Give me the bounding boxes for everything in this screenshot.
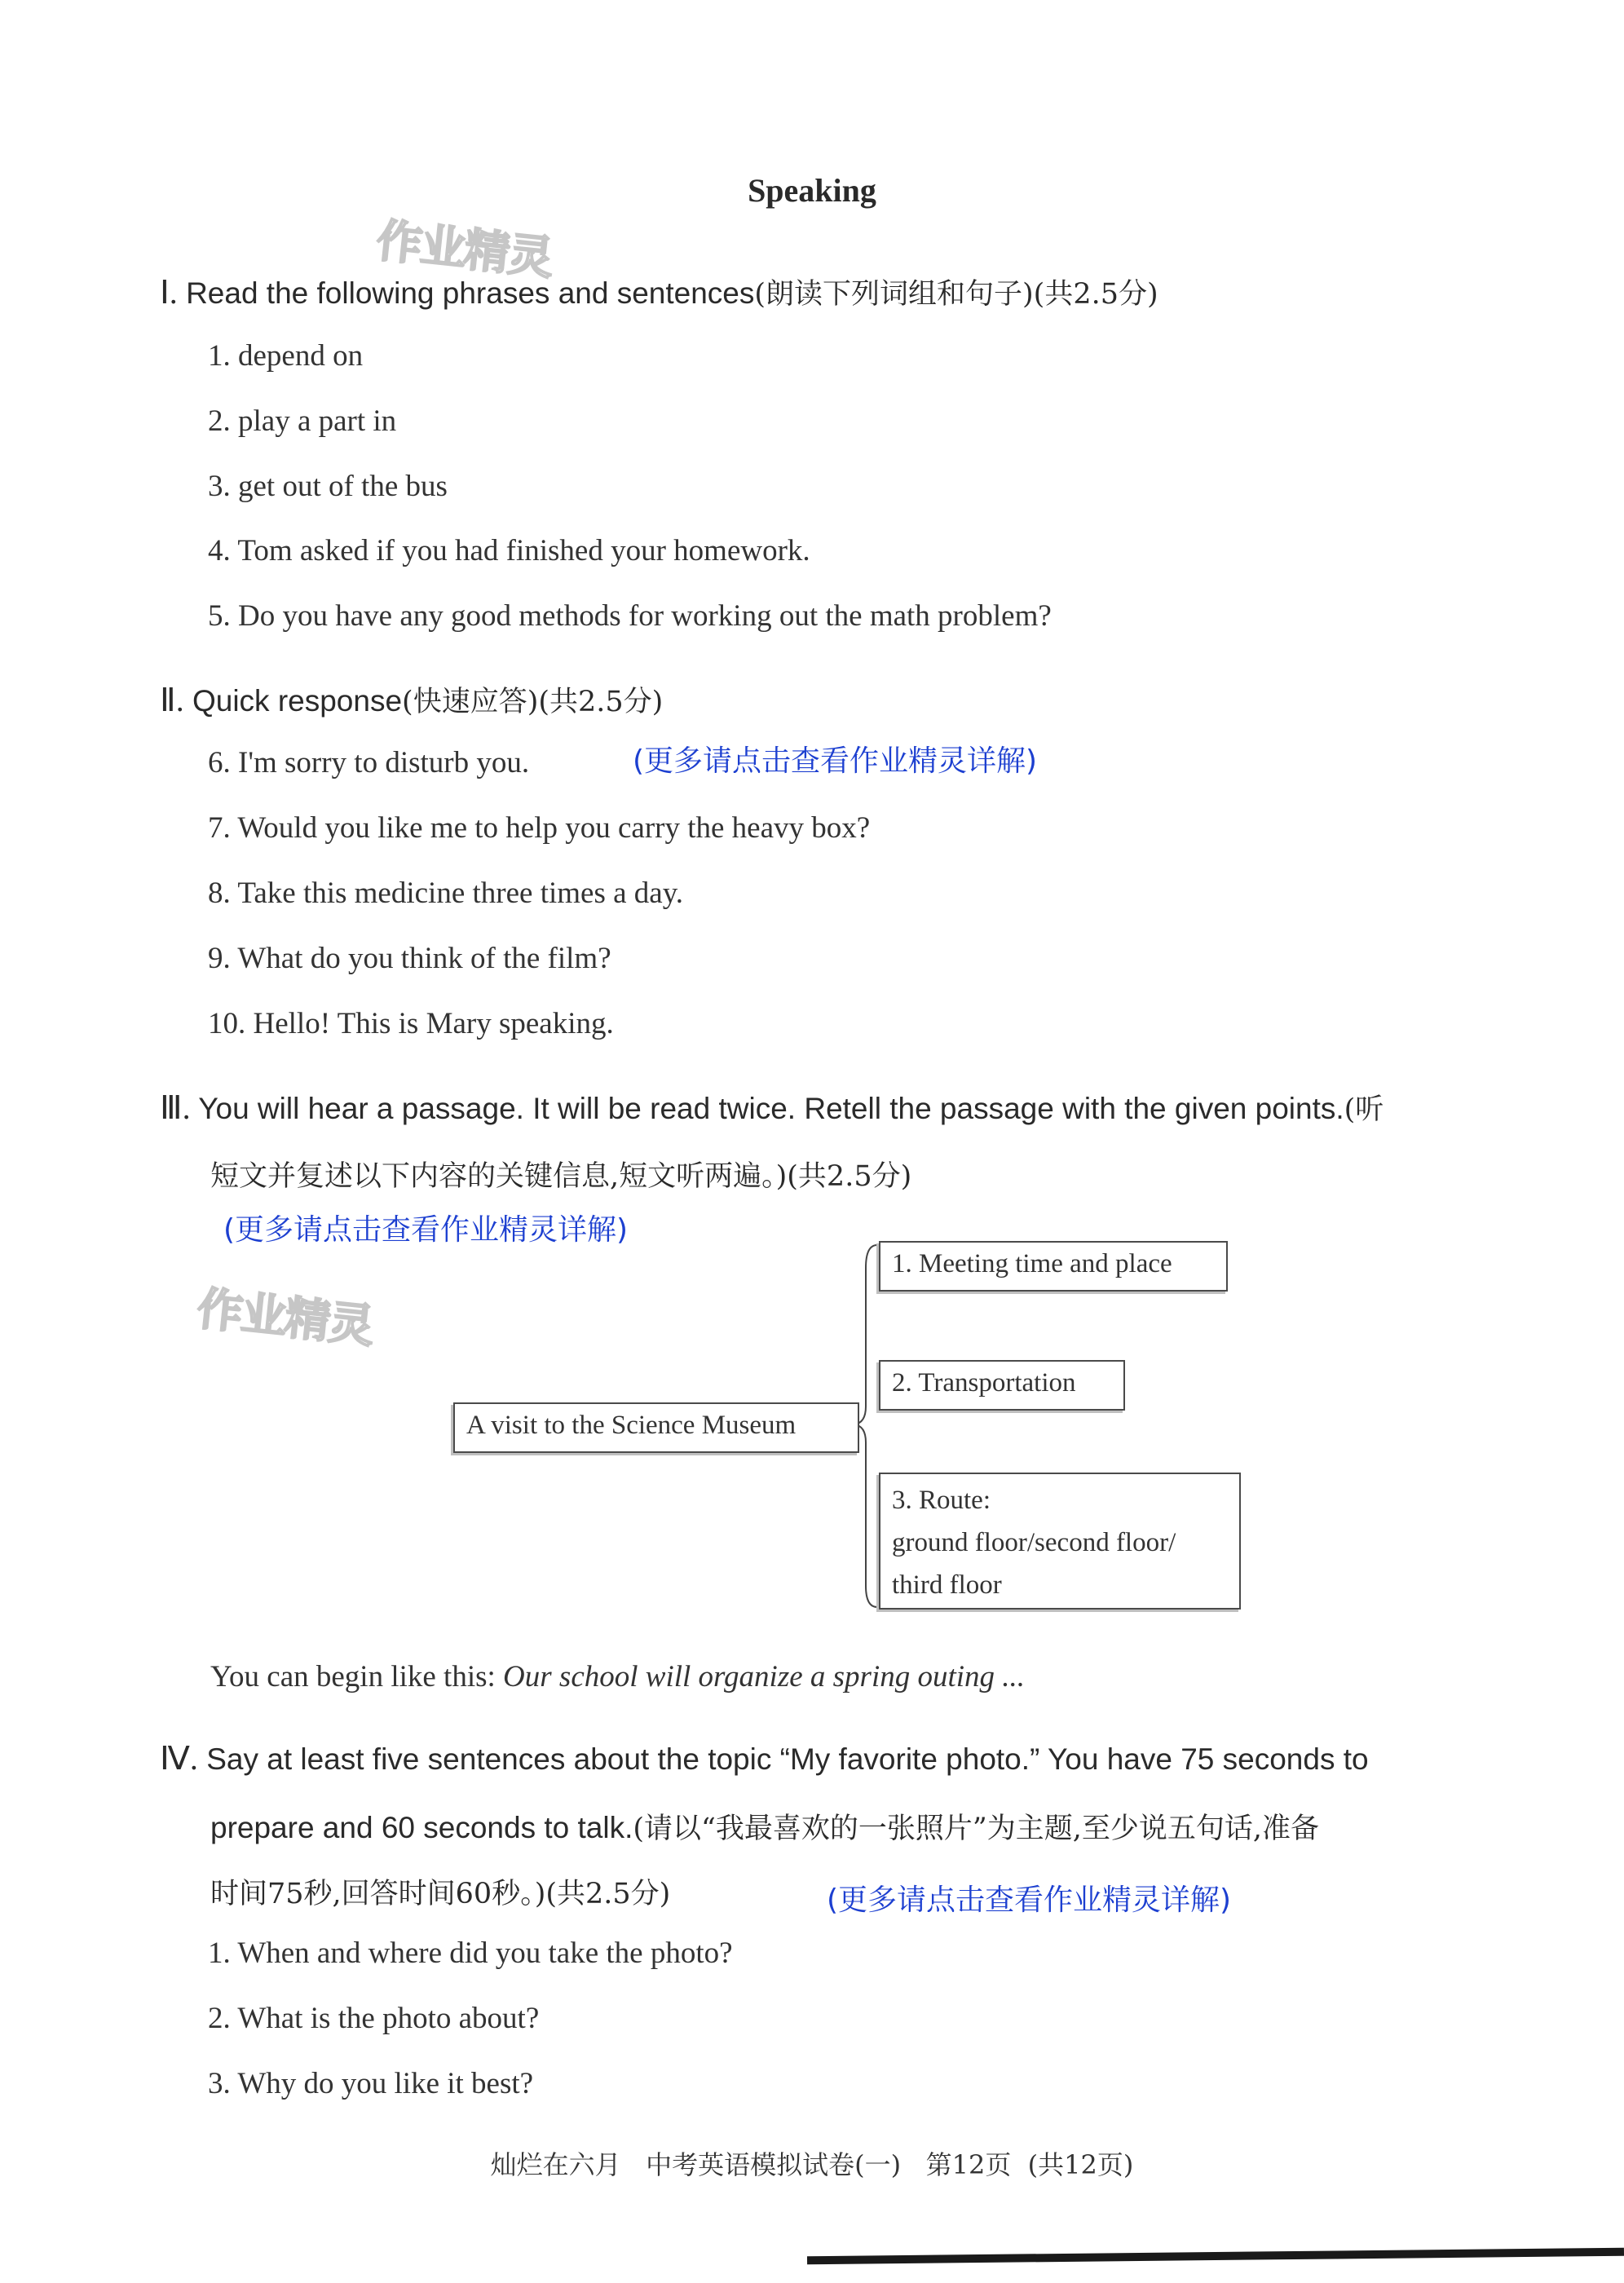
route-label: 3. Route: [892,1486,991,1515]
begin-label: You can begin like this: [210,1660,496,1693]
section-number: Ⅲ. [160,1089,191,1126]
section-instruction-cn: (听 [1344,1093,1384,1126]
section-number: Ⅰ. [160,274,178,311]
list-item: 6. I'm sorry to disturb you. [208,746,530,779]
route-floors: ground floor/second floor/ [892,1528,1176,1557]
begin-text: Our school will organize a spring outing ... [503,1660,1026,1693]
page-footer: 灿烂在六月 中考英语模拟试卷(一) 第12页 (共12页) [490,2149,1134,2180]
section-instruction-cn: (朗读下列词组和句子)(共2.5分) [754,278,1158,311]
section-2-heading [160,679,663,720]
list-item: 10. Hello! This is Mary speaking. [208,1007,614,1040]
section-number: Ⅳ. [160,1740,198,1777]
diagram-point-box: 2. Transportation [879,1360,1125,1411]
diagram-point-box: 1. Meeting time and place [879,1241,1228,1292]
diagram-center-box: A visit to the Science Museum [453,1402,859,1453]
section-4-line3: 时间75秒,回答时间60秒。)(共2.5分) [210,1878,671,1910]
section-4-line2 [210,1806,1319,1847]
section-instruction: You will hear a passage. It will be read twice. Retell the passage with the given points. [198,1092,1344,1125]
list-item: 2. play a part in [208,404,397,438]
detail-link[interactable]: (更多请点击查看作业精灵详解) [223,1213,629,1247]
list-item: 2. What is the photo about? [208,2002,540,2035]
section-instruction-cn-continued: 短文并复述以下内容的关键信息,短文听两遍。)(共2.5分) [210,1160,912,1193]
detail-link[interactable]: (更多请点击查看作业精灵详解) [633,744,1038,778]
list-item: 8. Take this medicine three times a day. [208,877,684,910]
section-instruction: prepare and 60 seconds to talk. [210,1811,633,1844]
list-item: 1. When and where did you take the photo? [208,1936,733,1970]
section-4-heading [160,1739,1369,1777]
section-3-heading [160,1087,1383,1128]
page-title: Speaking [748,172,876,209]
list-item: 5. Do you have any good methods for working out the math problem? [208,599,1052,633]
list-item: 3. get out of the bus [208,470,448,503]
list-item: 1. depend on [208,339,364,373]
list-item: 9. What do you think of the film? [208,942,611,975]
section-number: Ⅱ. [160,682,184,718]
section-instruction: Read the following phrases and sentences [186,276,755,310]
begin-prompt [210,1659,1025,1694]
section-instruction-cn: (快速应答)(共2.5分) [402,686,664,718]
section-instruction: Say at least five sentences about the topic “My favorite photo.” You have 75 seconds to [206,1742,1369,1776]
detail-link[interactable]: (更多请点击查看作业精灵详解) [827,1883,1232,1917]
list-item: 3. Why do you like it best? [208,2067,534,2100]
edge-scan-line [807,2248,1624,2264]
watermark: 作业精灵 [373,214,555,286]
diagram-point-box [879,1473,1241,1610]
route-floors: third floor [892,1570,1002,1600]
list-item: 4. Tom asked if you had finished your homework. [208,534,810,567]
section-1-heading [160,272,1158,312]
section-instruction: Quick response [192,684,403,718]
list-item: 7. Would you like me to help you carry the heavy box? [208,811,871,845]
section-instruction-cn: (请以“我最喜欢的一张照片”为主题,至少说五句话,准备 [633,1813,1320,1845]
watermark: 作业精灵 [194,1282,376,1354]
